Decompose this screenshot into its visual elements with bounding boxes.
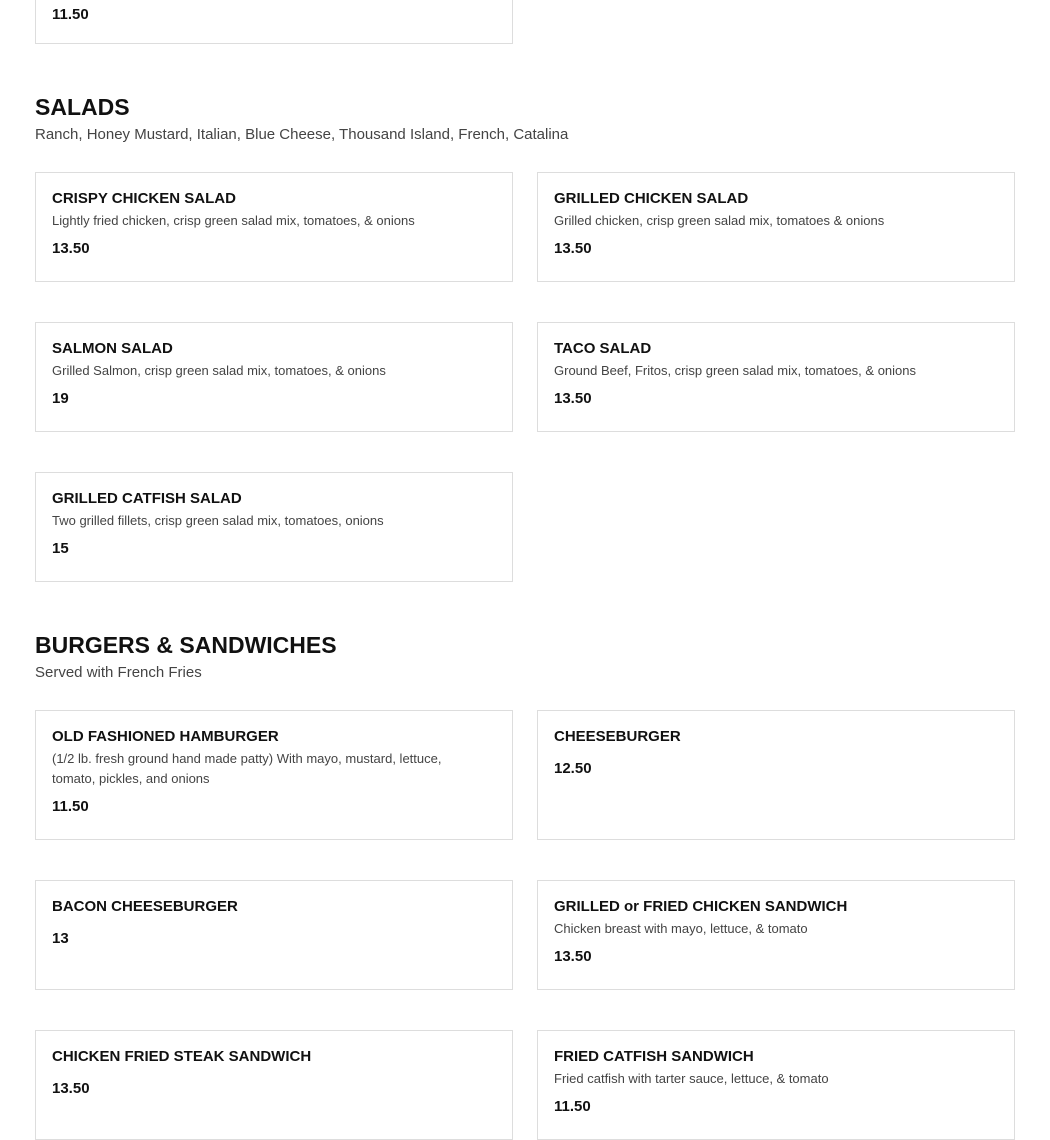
menu-item-card[interactable]: [35, 0, 513, 44]
item-price: 19: [52, 390, 69, 407]
item-description: (1/2 lb. fresh ground hand made patty) With mayo, mustard, lettuce, tomato, pickles, and onions: [52, 751, 442, 786]
item-price: 11.50: [52, 6, 89, 23]
item-price: 11.50: [554, 1098, 591, 1115]
item-name: CHEESEBURGER: [554, 728, 681, 745]
menu-item-card[interactable]: [537, 880, 1015, 990]
item-name: SALMON SALAD: [52, 340, 173, 357]
item-name: BACON CHEESEBURGER: [52, 898, 238, 915]
item-price: 11.50: [52, 798, 89, 815]
item-price: 15: [52, 540, 69, 557]
section-title-salads: SALADS: [35, 94, 130, 120]
item-name: GRILLED CHICKEN SALAD: [554, 190, 749, 207]
section-subtitle-salads: Ranch, Honey Mustard, Italian, Blue Cheese, Thousand Island, French, Catalina: [35, 126, 569, 143]
menu-item-card[interactable]: [35, 322, 513, 432]
item-name: CRISPY CHICKEN SALAD: [52, 190, 236, 207]
item-description: Grilled Salmon, crisp green salad mix, tomatoes, & onions: [52, 363, 386, 378]
item-description: Grilled chicken, crisp green salad mix, tomatoes & onions: [554, 213, 885, 228]
section-title-burgers: BURGERS & SANDWICHES: [35, 632, 337, 658]
menu-item-card[interactable]: [537, 1030, 1015, 1140]
item-price: 13.50: [554, 390, 592, 407]
item-price: 13.50: [554, 240, 592, 257]
menu-item-card[interactable]: [35, 172, 513, 282]
item-description: Chicken breast with mayo, lettuce, & tomato: [554, 921, 808, 936]
menu-item-card[interactable]: [537, 322, 1015, 432]
item-price: 13.50: [554, 948, 592, 965]
section-subtitle-burgers: Served with French Fries: [35, 664, 202, 681]
item-name: CHICKEN FRIED STEAK SANDWICH: [52, 1048, 312, 1065]
item-name: TACO SALAD: [554, 340, 652, 357]
item-price: 13: [52, 930, 69, 947]
item-price: 13.50: [52, 240, 90, 257]
item-name: OLD FASHIONED HAMBURGER: [52, 728, 279, 745]
item-description: Fried catfish with tarter sauce, lettuce, & tomato: [554, 1071, 829, 1086]
menu-item-card[interactable]: [35, 710, 513, 840]
menu-item-card[interactable]: [35, 472, 513, 582]
menu-item-card[interactable]: [35, 880, 513, 990]
item-description: Lightly fried chicken, crisp green salad mix, tomatoes, & onions: [52, 213, 415, 228]
item-description: Ground Beef, Fritos, crisp green salad mix, tomatoes, & onions: [554, 363, 917, 378]
item-description: Two grilled fillets, crisp green salad mix, tomatoes, onions: [52, 513, 384, 528]
menu-item-card[interactable]: [537, 172, 1015, 282]
menu-item-card[interactable]: [537, 710, 1015, 840]
item-name: FRIED CATFISH SANDWICH: [554, 1048, 754, 1065]
menu-item-card[interactable]: [35, 1030, 513, 1140]
item-price: 12.50: [554, 760, 592, 777]
item-name: GRILLED CATFISH SALAD: [52, 490, 242, 507]
item-price: 13.50: [52, 1080, 90, 1097]
item-name: GRILLED or FRIED CHICKEN SANDWICH: [554, 898, 848, 915]
